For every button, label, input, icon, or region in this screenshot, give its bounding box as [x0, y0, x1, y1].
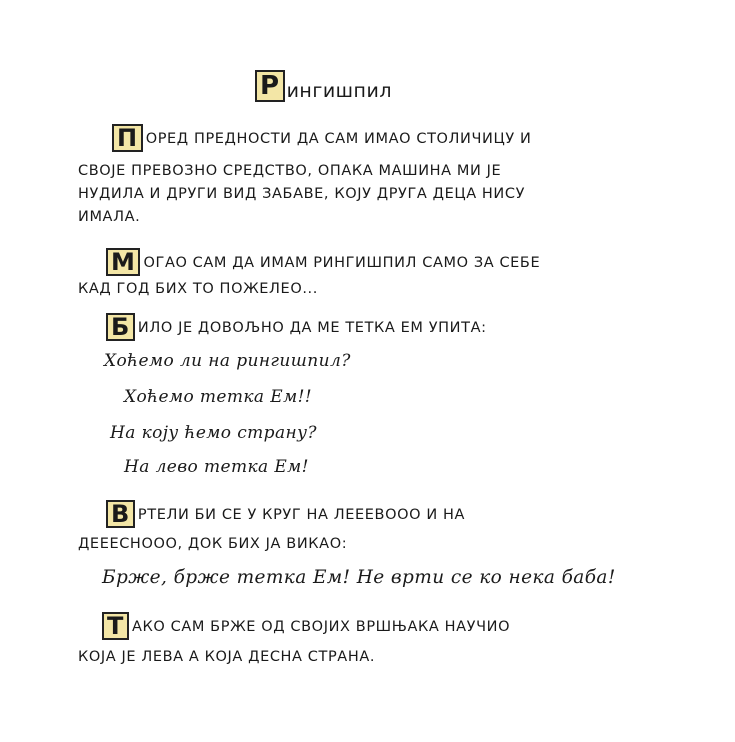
shout-line: Брже, брже тетка Ем! Не врти се ко нека баба!	[102, 567, 616, 588]
dialogue-line-4: На лево тетка Ем!	[124, 457, 309, 477]
paragraph-1-line-2: СВОЈЕ ПРЕВОЗНО СРЕДСТВО, ОПАКА МАШИНА МИ ЈЕ	[78, 163, 502, 179]
paragraph-4-first-text: РТЕЛИ БИ СЕ У КРУГ НА ЛЕЕЕВООО И НА	[137, 507, 465, 523]
paragraph-4-first-line	[106, 500, 465, 528]
dialogue-line-3: На коју ћемо страну?	[110, 423, 317, 443]
paragraph-4-body	[78, 533, 347, 556]
paragraph-2-line-2: КАД ГОД БИХ ТО ПОЖЕЛЕО...	[78, 281, 318, 297]
paragraph-3-dropcap: Б	[106, 313, 135, 341]
dialogue-line-2: Хоћемо тетка Ем!!	[124, 387, 313, 407]
paragraph-1-first-line	[112, 124, 531, 152]
paragraph-5-body	[78, 646, 375, 669]
title-dropcap: Р	[255, 70, 285, 102]
paragraph-4-dropcap: В	[106, 500, 135, 528]
paragraph-2-first-text: ОГАО САМ ДА ИМАМ РИНГИШПИЛ САМО ЗА СЕБЕ	[143, 255, 541, 271]
paragraph-5-first-text: АКО САМ БРЖЕ ОД СВОЈИХ ВРШЊАКА НАУЧИО	[131, 619, 511, 635]
paragraph-3	[106, 313, 487, 341]
paragraph-4	[106, 500, 465, 528]
paragraph-1	[112, 124, 531, 152]
dialogue-line-1: Хоћемо ли на рингишпил?	[104, 351, 351, 371]
paragraph-1-body	[78, 160, 525, 229]
paragraph-2-dropcap: М	[106, 248, 140, 276]
paragraph-1-line-3: НУДИЛА И ДРУГИ ВИД ЗАБАВЕ, КОЈУ ДРУГА ДЕЦА НИСУ	[78, 186, 526, 202]
paragraph-1-line-4: ИМАЛА.	[78, 209, 141, 225]
paragraph-1-dropcap: П	[112, 124, 143, 152]
paragraph-5-line-2: КОЈА ЈЕ ЛЕВА А КОЈА ДЕСНА СТРАНА.	[78, 649, 376, 665]
paragraph-5-first-line	[102, 612, 510, 640]
paragraph-1-first-text: ОРЕД ПРЕДНОСТИ ДА САМ ИМАО СТОЛИЧИЦУ И	[145, 131, 532, 147]
paragraph-5-dropcap: Т	[102, 612, 129, 640]
paragraph-3-first-text: ИЛО ЈЕ ДОВОЉНО ДА МЕ ТЕТКА ЕМ УПИТА:	[137, 320, 487, 336]
page-title	[255, 70, 392, 102]
paragraph-2-first-line	[106, 248, 540, 276]
paragraph-4-line-2: ДЕЕЕСНООО, ДОК БИХ ЈА ВИКАО:	[78, 536, 348, 552]
paragraph-5	[102, 612, 510, 640]
paragraph-2	[106, 248, 540, 276]
paragraph-2-body	[78, 278, 318, 301]
paragraph-3-first-line	[106, 313, 487, 341]
title-rest: ингишпил	[286, 80, 392, 102]
